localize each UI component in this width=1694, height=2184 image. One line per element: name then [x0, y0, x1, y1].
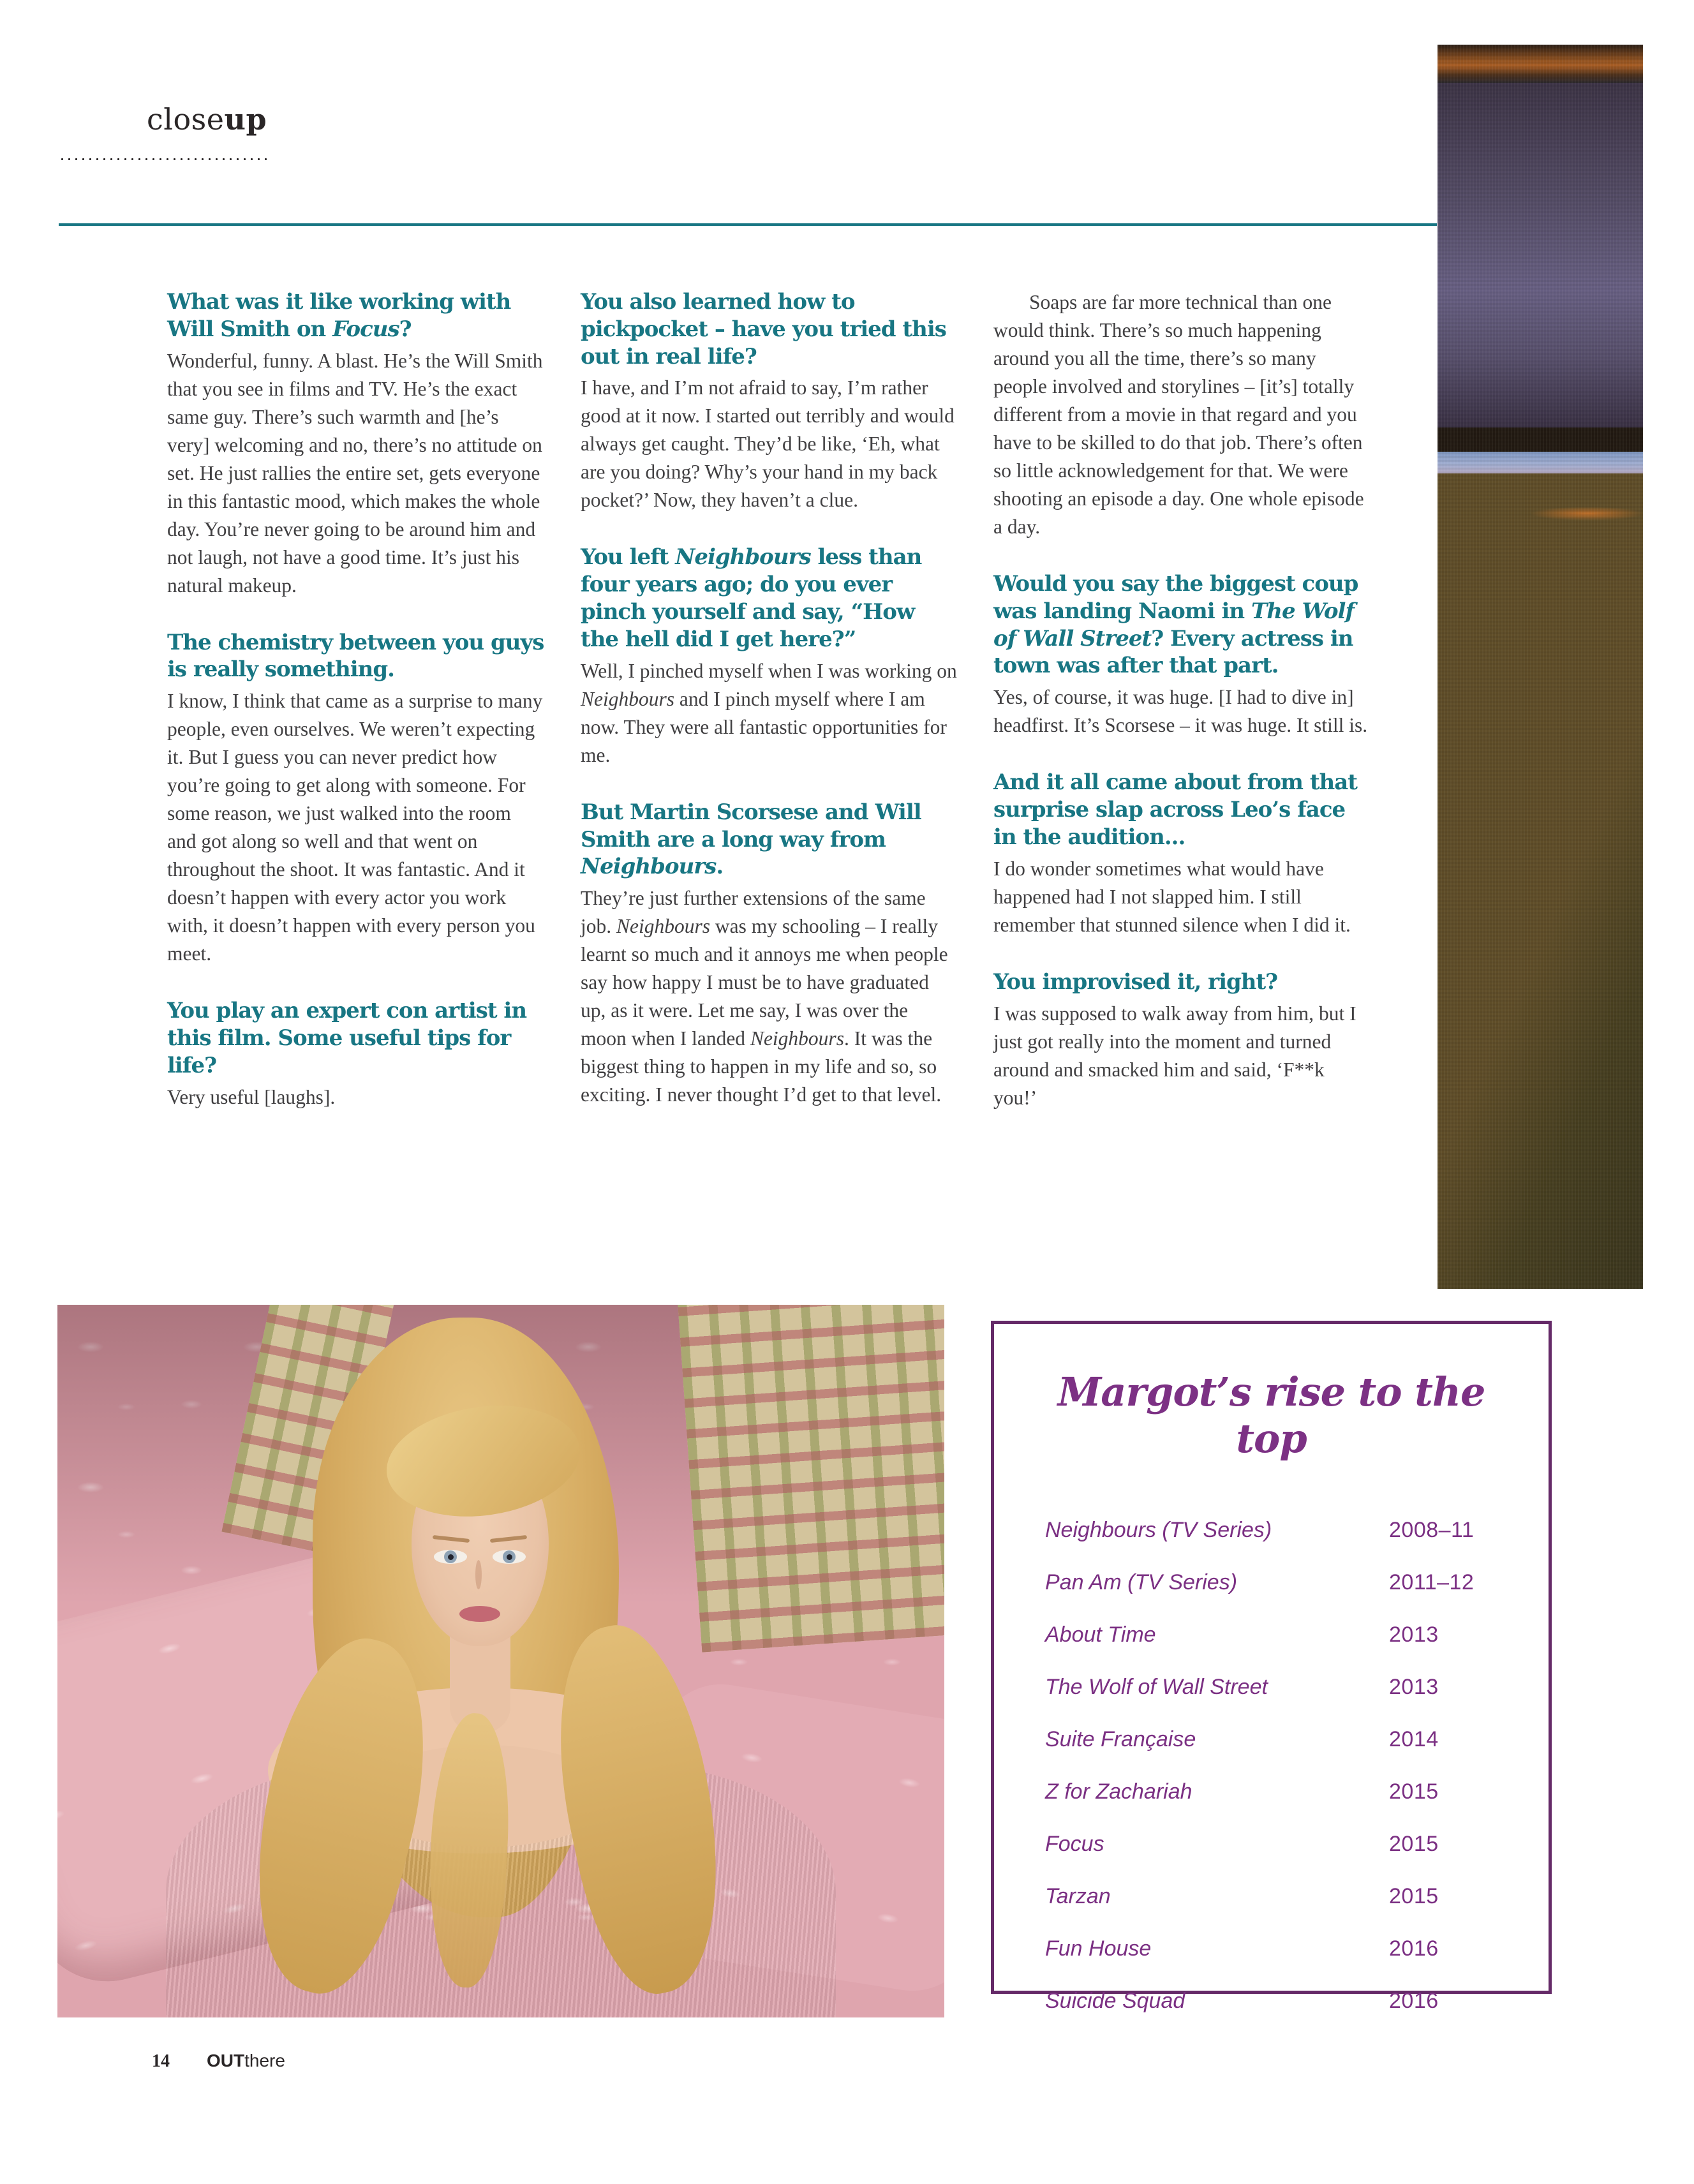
interview-column-2 [581, 288, 958, 1109]
film-year: 2016 [1389, 1936, 1439, 1961]
question-heading: But Martin Scorsese and Will Smith are a long way from Neighbours. [581, 799, 921, 880]
answer-paragraph: Very useful [laughs]. [167, 1085, 336, 1108]
film-year: 2016 [1389, 1989, 1439, 2013]
question-heading: You also learned how to pickpocket – have you tried this out in real life? [581, 289, 946, 369]
answer-paragraph: I know, I think that came as a surprise to many people, even ourselves. We weren’t expecting it. But I guess you can never predict how you’re going to get along with someone. For some reason, we just walked into the room and got along so well and that went on throughout the shoot. It was fantastic. And it doesn’t happen with every actor you work with, it doesn’t happen with every person you meet. [167, 690, 543, 965]
filmography-box [991, 1321, 1552, 2013]
nose-shadow [475, 1560, 482, 1589]
wordmark-bold: up [224, 102, 267, 137]
film-year: 2013 [1389, 1675, 1439, 1699]
strip-grain-overlay [1438, 45, 1643, 1289]
plaid-cushion [677, 1305, 944, 1653]
film-title: Neighbours (TV Series) [1045, 1518, 1272, 1542]
film-year: 2015 [1389, 1884, 1439, 1908]
answer-paragraph: I was supposed to walk away from him, but I just got really into the moment and turned around and smacked him and said, ‘F**k you!’ [993, 1002, 1356, 1109]
filmography-row [1045, 1518, 1497, 1543]
film-title: Focus [1045, 1832, 1104, 1856]
wordmark-light: close [147, 102, 225, 137]
film-year: 2013 [1389, 1623, 1439, 1647]
teal-rule [59, 223, 1437, 226]
left-pupil [448, 1554, 454, 1560]
film-year: 2015 [1389, 1832, 1439, 1856]
question-heading: You improvised it, right? [993, 969, 1278, 995]
answer-paragraph: Yes, of course, it was huge. [I had to dive in] headfirst. It’s Scorsese – it was huge. It still is. [993, 686, 1368, 737]
film-year: 2015 [1389, 1779, 1439, 1804]
film-title: Suite Française [1045, 1727, 1196, 1751]
question-heading: And it all came about from that surprise slap across Leo’s face in the audition... [993, 769, 1357, 850]
filmography-list [1045, 1518, 1497, 2014]
filmography-title: Margot’s rise to the top [1057, 1369, 1485, 1462]
question-heading: You left Neighbours less than four years ago; do you ever pinch yourself and say, “How the hell did I get here?” [581, 544, 922, 652]
answer-paragraph: They’re just further extensions of the same job. Neighbours was my schooling – I really learnt so much and it annoys me when people say how happy I must be to have graduated up, as it were. Let me say, I was over the moon when I landed Neighbours. It was the biggest thing to happen in my life and so, so exciting. I never thought I’d get to that level. [581, 887, 948, 1106]
film-title: Z for Zachariah [1045, 1779, 1192, 1804]
margot-photo [57, 1305, 944, 2017]
film-title: Tarzan [1045, 1884, 1111, 1908]
question-heading: You play an expert con artist in this film. Some useful tips for life? [167, 998, 527, 1078]
film-year: 2011–12 [1389, 1570, 1475, 1594]
filmography-row [1045, 1623, 1497, 1647]
question-heading: The chemistry between you guys is really something. [167, 629, 544, 683]
filmography-row [1045, 1570, 1497, 1595]
answer-paragraph: I have, and I’m not afraid to say, I’m rather good at it now. I started out terribly and would always get caught. They’d be like, ‘Eh, what are you doing? Why’s your hand in my back pocket?’ Now, they haven’t a clue. [581, 376, 955, 512]
filmography-row [1045, 1727, 1497, 1752]
question-heading: Would you say the biggest coup was landing Naomi in The Wolf of Wall Street? Every actress in town was after that part. [993, 571, 1358, 679]
film-year: 2014 [1389, 1727, 1439, 1751]
answer-paragraph: Soaps are far more technical than one would think. There’s so much happening around you all the time, there’s so many people involved and storylines – [it’s] totally different from a movie in that regard and you have to be skilled to do that job. There’s often so little acknowledgement for that. We were shooting an episode a day. One whole episode a day. [993, 291, 1364, 538]
right-eye [493, 1550, 526, 1564]
right-iris [503, 1550, 516, 1563]
answer-paragraph: Well, I pinched myself when I was working on Neighbours and I pinch myself where I am now. They were all fantastic opportunities for me. [581, 659, 957, 766]
film-title: Pan Am (TV Series) [1045, 1570, 1238, 1594]
magazine-name [207, 2051, 285, 2071]
filmography-row [1045, 1675, 1497, 1700]
filmography-row [1045, 1989, 1497, 2014]
answer-paragraph: I do wonder sometimes what would have happened had I not slapped him. I still remember that stunned silence when I did it. [993, 857, 1351, 936]
filmography-row [1045, 1779, 1497, 1804]
filmography-row [1045, 1884, 1497, 1909]
film-title: The Wolf of Wall Street [1045, 1675, 1268, 1699]
right-pupil [507, 1554, 512, 1560]
question-heading: What was it like working with Will Smith on Focus? [167, 289, 511, 342]
interview-column-3 [993, 288, 1371, 1112]
page-footer [152, 2051, 285, 2072]
left-iris [444, 1550, 457, 1563]
answer-paragraph: Wonderful, funny. A blast. He’s the Will Smith that you see in films and TV. He’s the exact same guy. There’s such warmth and [he’s very] welcoming and no, there’s no attitude on set. He just rallies the entire set, gets everyone in this fantastic mood, which makes the whole day. You’re never going to be around him and not laugh, not have a good time. It’s just his natural makeup. [167, 349, 543, 597]
film-year: 2008–11 [1389, 1518, 1475, 1542]
lips [459, 1606, 500, 1622]
magazine-name-bold: OUT [207, 2051, 245, 2070]
film-title: Suicide Squad [1045, 1989, 1185, 2013]
left-eye [434, 1550, 467, 1564]
filmography-row [1045, 1832, 1497, 1857]
film-title: Fun House [1045, 1936, 1152, 1961]
magazine-name-light: there [244, 2051, 285, 2070]
dotted-divider [59, 157, 267, 161]
edge-photo-strip [1438, 45, 1643, 1289]
film-title: About Time [1045, 1623, 1156, 1647]
page-number: 14 [152, 2051, 170, 2071]
filmography-row [1045, 1936, 1497, 1961]
section-wordmark [147, 102, 267, 137]
interview-column-1 [167, 288, 545, 1111]
